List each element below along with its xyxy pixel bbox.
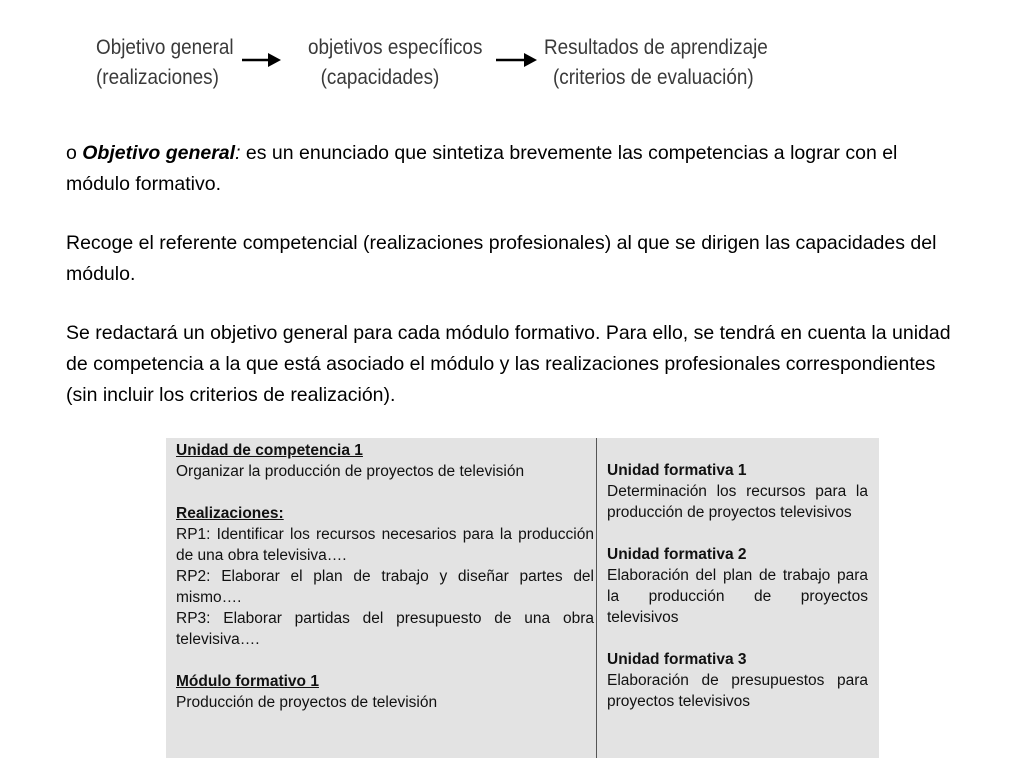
term-colon: :: [235, 142, 241, 164]
flow-node-subtitle: (criterios de evaluación): [553, 66, 754, 89]
table-right-column: [607, 460, 868, 712]
paragraph-referente: Recoge el referente competencial (realizaciones profesionales) al que se dirigen las capacidades del módulo.: [66, 232, 937, 285]
unidad-formativa-2-text: Elaboración del plan de trabajo para la producción de proyectos televisivos: [607, 567, 868, 626]
modulo-formativo-title: Módulo formativo 1: [176, 673, 319, 690]
table-left-column: [176, 440, 594, 713]
competency-table: [166, 438, 879, 758]
unidad-formativa-2-title: Unidad formativa 2: [607, 546, 747, 563]
flow-node-title: Resultados de aprendizaje: [544, 36, 768, 59]
flow-node-objetivo-general: [96, 33, 249, 93]
term-objetivo-general: Objetivo general: [82, 142, 236, 164]
rp1-text: RP1: Identificar los recursos necesarios para la producción de una obra televisiva….: [176, 526, 594, 564]
unidad-formativa-3-title: Unidad formativa 3: [607, 651, 747, 668]
modulo-formativo-text: Producción de proyectos de televisión: [176, 694, 438, 711]
column-divider: [596, 438, 597, 758]
unidad-formativa-1-title: Unidad formativa 1: [607, 462, 747, 479]
realizaciones-title: Realizaciones:: [176, 505, 284, 522]
unidad-formativa-3-text: Elaboración de presupuestos para proyectos televisivos: [607, 672, 868, 710]
flow-node-title: Objetivo general: [96, 36, 234, 59]
unidad-formativa-1-text: Determinación los recursos para la producción de proyectos televisivos: [607, 483, 868, 521]
flow-node-resultados-aprendizaje: [544, 33, 793, 93]
flow-node-subtitle: (capacidades): [320, 66, 440, 89]
paragraph-text: es un enunciado que sintetiza brevemente las competencias a lograr con el módulo formativo.: [66, 142, 898, 195]
paragraph-objetivo-general: [66, 138, 966, 200]
rp3-text: RP3: Elaborar partidas del presupuesto de una obra televisiva….: [176, 610, 594, 648]
right-arrow-icon: [494, 48, 538, 72]
unidad-competencia-title: Unidad de competencia 1: [176, 442, 363, 459]
flow-node-subtitle: (realizaciones): [96, 66, 219, 89]
unidad-competencia-text: Organizar la producción de proyectos de televisión: [176, 463, 525, 480]
rp2-text: RP2: Elaborar el plan de trabajo y diseñar partes del mismo….: [176, 568, 594, 606]
flow-node-objetivos-especificos: [308, 33, 502, 93]
paragraph-redaccion: Se redactará un objetivo general para cada módulo formativo. Para ello, se tendrá en cuenta la unidad de competencia a la que está asociado el módulo y las realizaciones profesionales correspondientes (sin incluir los criterios de realización).: [66, 322, 951, 406]
flow-diagram: [0, 0, 1024, 110]
bullet-marker: o: [66, 142, 83, 164]
right-arrow-icon: [240, 48, 282, 72]
flow-node-title: objetivos específicos: [308, 36, 483, 59]
